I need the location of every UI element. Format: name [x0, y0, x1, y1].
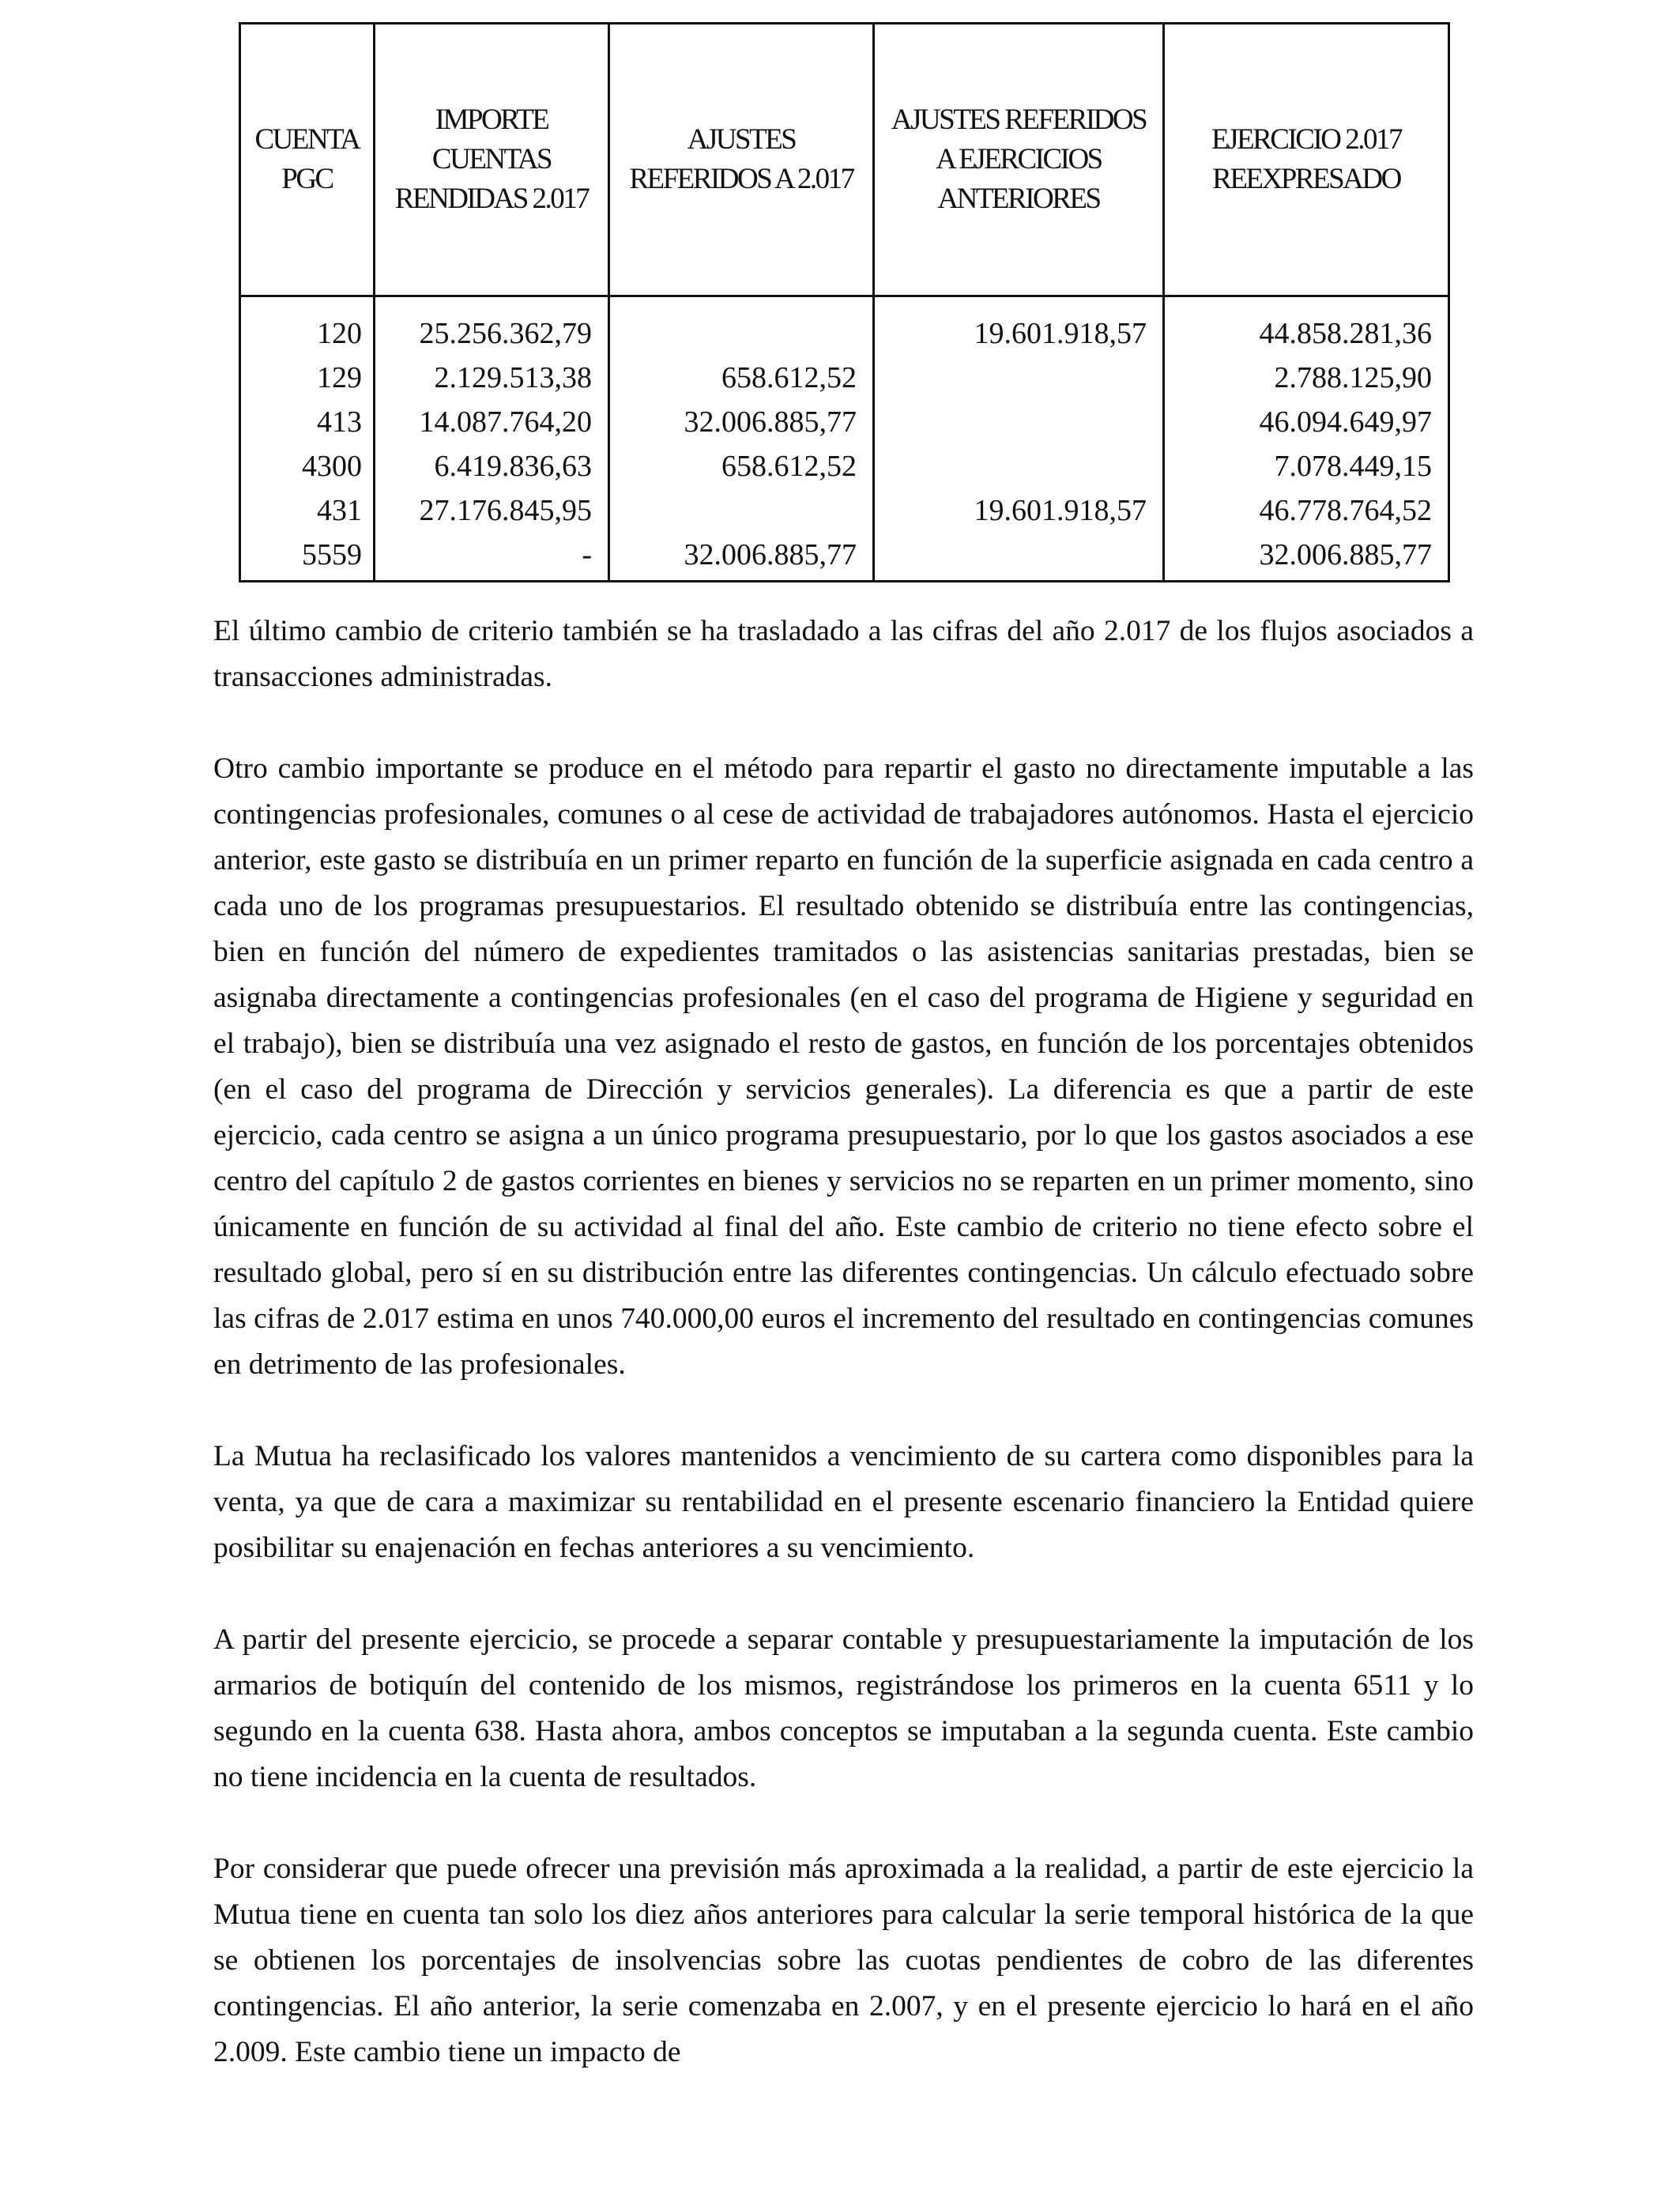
header-ejercicio-reexpresado: EJERCICIO 2.017 REEXPRESADO: [1164, 24, 1449, 296]
cell-ajuste-anteriores: 19.601.918,57: [874, 488, 1164, 533]
cell-cuenta: 129: [240, 356, 375, 400]
table-row: [240, 296, 1449, 356]
paragraph-flujos: El último cambio de criterio también se ha trasladado a las cifras del año 2.017 de los flujos asociados a transacciones administradas.: [213, 615, 1474, 693]
cell-importe: 14.087.764,20: [375, 400, 609, 444]
cell-ajuste-2017: [609, 488, 874, 533]
cell-reexpresado: 2.788.125,90: [1164, 356, 1449, 400]
cell-ajuste-anteriores: [874, 400, 1164, 444]
cell-ajuste-anteriores: [874, 356, 1164, 400]
restatement-table: [239, 22, 1450, 582]
cell-reexpresado: 44.858.281,36: [1164, 296, 1449, 356]
paragraph-insolvencias: Por considerar que puede ofrecer una previsión más aproximada a la realidad, a partir de este ejercicio la Mutua tiene en cuenta tan solo los diez años anteriores para calcular la serie temporal histórica de la que se obtienen los porcentajes de insolvencias sobre las cuotas pendientes de cobro de las diferentes contingencias. El año anterior, la serie comenzaba en 2.007, y en el presente ejercicio lo hará en el año 2.009. Este cambio tiene un impacto de: [213, 1853, 1474, 2068]
cell-ajuste-2017: 32.006.885,77: [609, 400, 874, 444]
header-ajustes-2017: AJUSTES REFERIDOS A 2.017: [609, 24, 874, 296]
cell-importe: 2.129.513,38: [375, 356, 609, 400]
cell-cuenta: 5559: [240, 533, 375, 582]
table-row: [240, 356, 1449, 400]
cell-importe: 6.419.836,63: [375, 444, 609, 488]
header-ajustes-ejercicios-anteriores: AJUSTES REFERIDOS A EJERCICIOS ANTERIORES: [874, 24, 1164, 296]
cell-reexpresado: 7.078.449,15: [1164, 444, 1449, 488]
cell-cuenta: 4300: [240, 444, 375, 488]
cell-ajuste-2017: 32.006.885,77: [609, 533, 874, 582]
cell-ajuste-2017: 658.612,52: [609, 356, 874, 400]
cell-cuenta: 431: [240, 488, 375, 533]
paragraph-reclasificacion-valores: La Mutua ha reclasificado los valores mantenidos a vencimiento de su cartera como disponibles para la venta, ya que de cara a maximizar su rentabilidad en el presente escenario financiero la Entidad quiere posibilitar su enajenación en fechas anteriores a su vencimiento.: [213, 1440, 1474, 1564]
cell-reexpresado: 32.006.885,77: [1164, 533, 1449, 582]
header-cuenta-pgc: CUENTA PGC: [240, 24, 375, 296]
paragraph-reparto-gasto: Otro cambio importante se produce en el método para repartir el gasto no directamente imputable a las contingencias profesionales, comunes o al cese de actividad de trabajadores autónomos. Hasta el ejercicio anterior, este gasto se distribuía en un primer reparto en función de la superficie asignada en cada centro a cada uno de los programas presupuestarios. El resultado obtenido se distribuía entre las contingencias, bien en función del número de expedientes tramitados o las asistencias sanitarias prestadas, bien se asignaba directamente a contingencias profesionales (en el caso del programa de Higiene y seguridad en el trabajo), bien se distribuía una vez asignado el resto de gastos, en función de los porcentajes obtenidos (en el caso del programa de Dirección y servicios generales). La diferencia es que a partir de este ejercicio, cada centro se asigna a un único programa presupuestario, por lo que los gastos asociados a ese centro del capítulo 2 de gastos corrientes en bienes y servicios no se reparten en un primer momento, sino únicamente en función de su actividad al final del año. Este cambio de criterio no tiene efecto sobre el resultado global, pero sí en su distribución entre las diferentes contingencias. Un cálculo efectuado sobre las cifras de 2.017 estima en unos 740.000,00 euros el incremento del resultado en contingencias comunes en detrimento de las profesionales.: [213, 752, 1474, 1381]
cell-reexpresado: 46.778.764,52: [1164, 488, 1449, 533]
cell-cuenta: 120: [240, 296, 375, 356]
header-importe-cuentas-rendidas: IMPORTE CUENTAS RENDIDAS 2.017: [375, 24, 609, 296]
table-header-row: [240, 24, 1449, 296]
table-row: [240, 444, 1449, 488]
cell-ajuste-2017: [609, 296, 874, 356]
cell-ajuste-anteriores: [874, 444, 1164, 488]
paragraph-armarios-botiquin: A partir del presente ejercicio, se procede a separar contable y presupuestariamente la imputación de los armarios de botiquín del contenido de los mismos, registrándose los primeros en la cuenta 6511 y lo segundo en la cuenta 638. Hasta ahora, ambos conceptos se imputaban a la segunda cuenta. Este cambio no tiene incidencia en la cuenta de resultados.: [213, 1623, 1474, 1793]
cell-reexpresado: 46.094.649,97: [1164, 400, 1449, 444]
table-row: [240, 533, 1449, 582]
body-text: [213, 609, 1474, 2121]
table-row: [240, 488, 1449, 533]
table-row: [240, 400, 1449, 444]
cell-importe: 27.176.845,95: [375, 488, 609, 533]
cell-importe: 25.256.362,79: [375, 296, 609, 356]
cell-ajuste-2017: 658.612,52: [609, 444, 874, 488]
cell-importe: -: [375, 533, 609, 582]
cell-ajuste-anteriores: 19.601.918,57: [874, 296, 1164, 356]
cell-cuenta: 413: [240, 400, 375, 444]
cell-ajuste-anteriores: [874, 533, 1164, 582]
